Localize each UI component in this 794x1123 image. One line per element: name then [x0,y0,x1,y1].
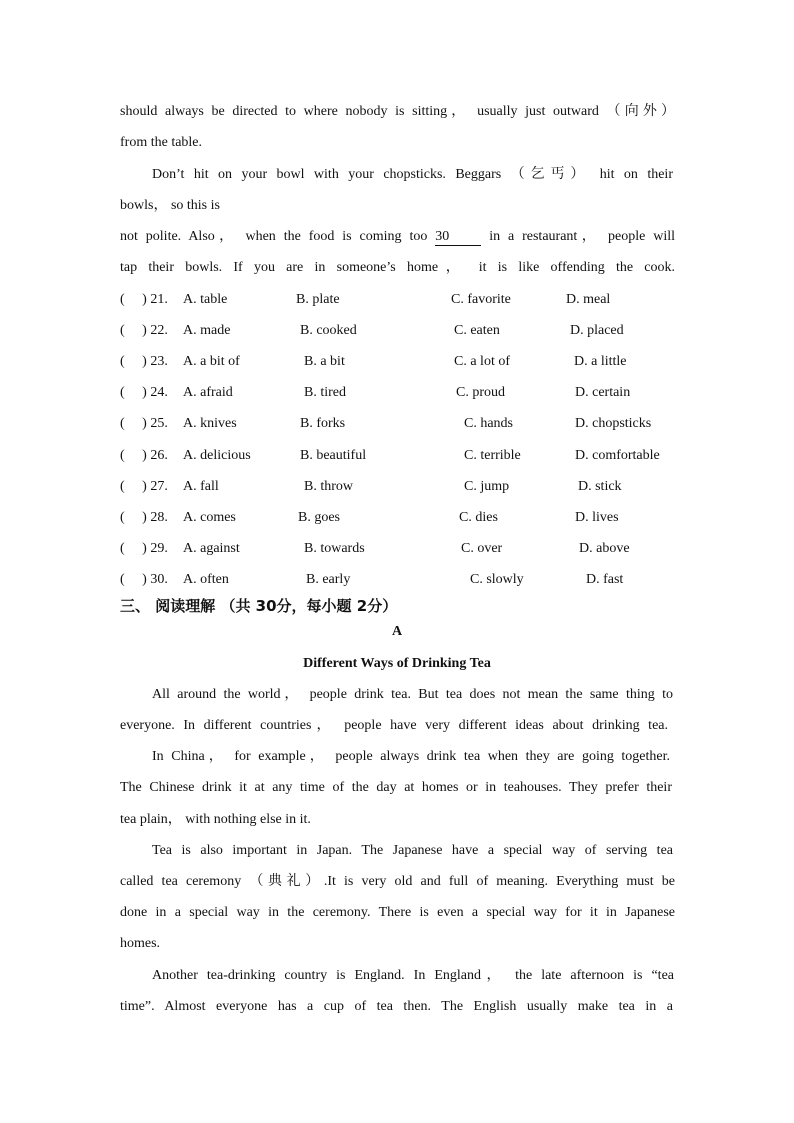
option-a: A. comes [183,510,236,525]
question-row [120,570,680,590]
passage-line-with-blank [120,227,675,247]
article-line: everyone. In different countries， people have very different ideas about drinking tea. [120,718,668,733]
option-d: D. placed [570,323,624,338]
blank-30: 30 [435,229,481,246]
passage-text: in a restaurant， people will [489,229,676,244]
question-row [120,290,680,310]
option-d: D. certain [575,385,631,400]
option-d: D. chopsticks [575,416,652,431]
question-row [120,352,680,372]
passage-text: not polite. Also， when the food is coming too [120,229,428,244]
option-d: D. a little [574,354,627,369]
question-number: ( ) 28. [120,510,168,525]
option-a: A. a bit of [183,354,240,369]
option-a: A. afraid [183,385,233,400]
option-b: B. a bit [304,354,345,369]
section-heading: 三、 阅读理解 （共 30分，每小题 2分） [120,597,398,615]
option-d: D. fast [586,572,624,587]
part-label: A [391,624,403,639]
option-a: A. against [183,541,240,556]
question-row [120,477,680,497]
option-c: C. favorite [451,292,511,307]
option-c: C. jump [464,479,510,494]
question-number: ( ) 29. [120,541,168,556]
article-title: Different Ways of Drinking Tea [303,656,491,671]
option-b: B. plate [296,292,340,307]
passage-line: bowls， so this is [120,198,220,213]
passage-line: Don’t hit on your bowl with your chopsticks. Beggars （乞丐） hit on their [152,167,673,182]
option-b: B. cooked [300,323,357,338]
option-a: A. table [183,292,228,307]
option-d: D. above [579,541,630,556]
option-c: C. over [461,541,503,556]
question-number: ( ) 25. [120,416,168,431]
option-b: B. tired [304,385,346,400]
article-line: In China， for example， people always drink tea when they are going together. [152,749,670,764]
question-number: ( ) 22. [120,323,168,338]
passage-line: should always be directed to where nobody is sitting， usually just outward （向外） [120,104,675,119]
article-line: homes. [120,936,161,951]
option-a: A. knives [183,416,237,431]
question-number: ( ) 27. [120,479,168,494]
question-row [120,321,680,341]
article-line: tea plain， with nothing else in it. [120,812,311,827]
question-number: ( ) 30. [120,572,168,587]
question-number: ( ) 21. [120,292,168,307]
question-row [120,383,680,403]
option-c: C. slowly [470,572,524,587]
option-a: A. fall [183,479,219,494]
option-b: B. beautiful [300,448,367,463]
article-line: done in a special way in the ceremony. There is even a special way for it in Japanese [120,905,675,920]
option-a: A. made [183,323,231,338]
question-row [120,414,680,434]
option-d: D. meal [566,292,611,307]
question-row [120,446,680,466]
question-number: ( ) 24. [120,385,168,400]
option-b: B. towards [304,541,365,556]
option-d: D. stick [578,479,622,494]
option-b: B. throw [304,479,353,494]
option-d: D. comfortable [575,448,660,463]
question-number: ( ) 23. [120,354,168,369]
option-c: C. proud [456,385,505,400]
option-c: C. dies [459,510,498,525]
option-c: C. hands [464,416,513,431]
option-b: B. early [306,572,351,587]
question-row [120,539,680,559]
article-line: The Chinese drink it at any time of the day at homes or in teahouses. They prefer their [120,780,672,795]
question-row [120,508,680,528]
option-c: C. eaten [454,323,500,338]
article-line: called tea ceremony （典礼）.It is very old and full of meaning. Everything must be [120,874,675,889]
option-a: A. often [183,572,229,587]
passage-line: tap their bowls. If you are in someone’s home， it is like offending the cook. [120,260,675,275]
passage-line: from the table. [120,135,203,150]
option-a: A. delicious [183,448,251,463]
article-line: All around the world， people drink tea. But tea does not mean the same thing to [152,687,673,702]
option-c: C. terrible [464,448,521,463]
question-number: ( ) 26. [120,448,168,463]
article-line: Tea is also important in Japan. The Japanese have a special way of serving tea [152,843,673,858]
option-c: C. a lot of [454,354,510,369]
option-b: B. forks [300,416,346,431]
option-d: D. lives [575,510,619,525]
option-b: B. goes [298,510,340,525]
article-line: Another tea-drinking country is England. In England， the late afternoon is “tea [152,968,674,983]
article-line: time”. Almost everyone has a cup of tea then. The English usually make tea in a [120,999,673,1014]
